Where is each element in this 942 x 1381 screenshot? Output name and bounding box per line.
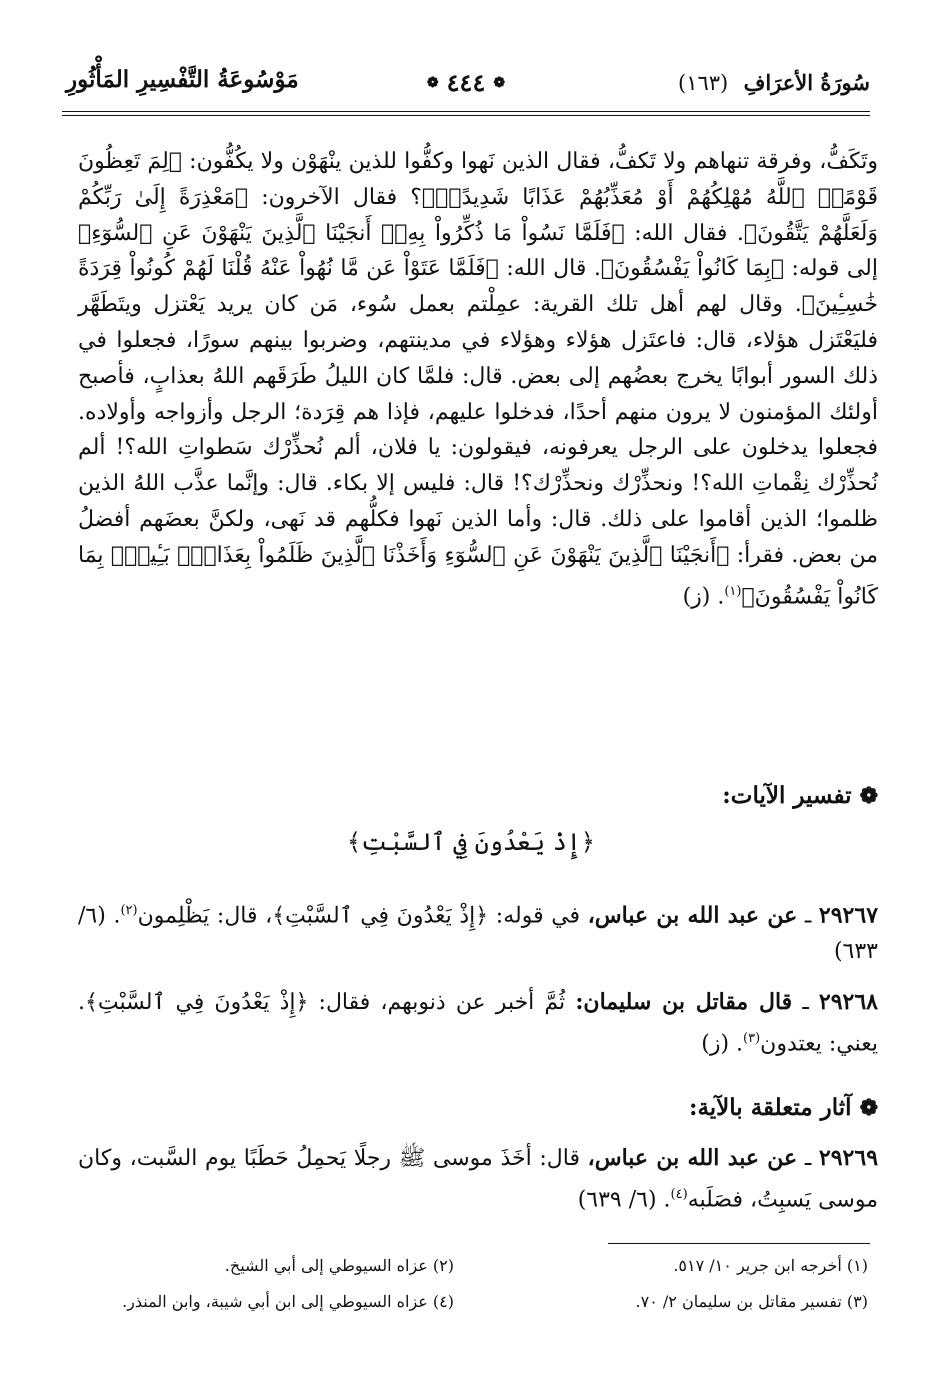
narration-entry xyxy=(78,984,878,1062)
footnote-3: (٣) تفسير مقاتل بن سليمان ٢/ ٧٠. xyxy=(635,1292,868,1311)
entry-number: ٢٩٢٦٧ xyxy=(818,902,879,929)
entry-text: في قوله: ﴿إِذْ يَعْدُونَ فِي ٱلسَّبْتِ﴾، قال: يَظْلِمون xyxy=(137,903,581,929)
entry-number: ٢٩٢٦٩ xyxy=(818,1145,879,1171)
narration-paragraph xyxy=(78,144,878,615)
page-header xyxy=(62,62,870,102)
surah-name: سُورَةُ الأعرَافِ xyxy=(743,70,870,95)
narration-text: وتَكَفُّ، وفرقة تنهاهم ولا تَكفُّ، فقال الذين نَهوا وكفُّوا للذين ينْهَوْن ولا يكُفُّون: ﴿لِمَ تَعِظُونَ قَوْمًاۙ ٱللَّهُ مُهْلِكُهُمْ أَوْ مُعَذِّبُهُمْ عَذَابًا شَدِيدًاۖ﴾؟ فقال الآخرون: ﴿مَعْذِرَةً إِلَىٰ رَبِّكُمْ وَلَعَلَّهُمْ يَتَّقُونَ﴾. فقال الله: ﴿فَلَمَّا نَسُواْ مَا ذُكِّرُواْ بِهِۦٓ أَنجَيْنَا ٱلَّذِينَ يَنْهَوْنَ عَنِ ٱلسُّوٓءِ﴾ إلى قوله: ﴿بِمَا كَانُواْ يَفْسُقُونَ﴾. قال الله: ﴿فَلَمَّا عَتَوْاْ عَن مَّا نُهُواْ عَنْهُ قُلْنَا لَهُمْ كُونُواْ قِرَدَةً خَٰسِـِٔينَ﴾. وقال لهم أهل تلك القرية: عمِلْتم بعمل سُوء، مَن كان يريد يَعْتزل ويتَطَهَّر فليَعْتَزل هؤلاء، قال: فاعتَزل هؤلاء وهؤلاء في مدينتهم، وضربوا بينهم سورًا، فجعلوا في ذلك السور أبوابًا يخرج بعضُهم إلى بعض. قال: فلمَّا كان الليلُ طَرَقَهم اللهُ بعذابٍ، فأصبح أولئك المؤمنون لا يرون منهم أحدًا، فدخلوا عليهم، فإذا هم قِرَدة؛ الرجل وأزواجه وأولاده. فجعلوا يدخلون على الرجل يعرفونه، فيقولون: يا فلان، ألم نُحذِّرْك سَطواتِ الله؟! ألم نُحذِّرْك نِقْماتِ الله؟! ونحذِّرْك ونحذِّرْك؟! قال: فليس إلا بكاء. قال: وإنَّما عذَّب اللهُ الذين ظلموا؛ الذين أقاموا على ذلك. قال: وأما الذين نَهوا فكلُّهم قد نَهى، ولكنَّ بعضَهم أفضلُ من بعض. فقرأ: ﴿أَنجَيْنَا ٱلَّذِينَ يَنْهَوْنَ عَنِ ٱلسُّوٓءِ وَأَخَذْنَا ٱلَّذِينَ ظَلَمُواْ بِعَذَابٍۭ بَـِٔيسٍۭ بِمَا كَانُواْ يَفْسُقُونَ﴾ xyxy=(78,149,878,609)
footnote-marker: (٤) xyxy=(670,1187,688,1202)
entry-number: ٢٩٢٦٨ xyxy=(818,989,878,1015)
entry-narrator: عن عبد الله بن عباس، xyxy=(587,902,798,929)
section-heading-athar xyxy=(689,1094,878,1121)
page-number-block xyxy=(427,68,505,97)
narration-entry xyxy=(78,893,878,970)
verse-heading: ﴿إِذْ يَعْدُونَ فِي ٱلسَّبْتِ﴾ xyxy=(347,828,595,856)
footnote-2: (٢) عزاه السيوطي إلى أبي الشيخ. xyxy=(224,1256,454,1275)
verse-range: (١٦٣) xyxy=(678,71,729,95)
header-rule xyxy=(62,115,870,116)
heading-text: تفسير الآيات: xyxy=(722,782,852,809)
flower-icon: ❁ xyxy=(859,1094,878,1121)
section-heading-tafsir xyxy=(722,782,878,809)
entry-ref: . (ز) xyxy=(701,1031,744,1057)
entry-narrator: عن عبد الله بن عباس، xyxy=(587,1145,798,1171)
footnote-1: (١) أخرجه ابن جرير ١٠/ ٥١٧. xyxy=(673,1256,868,1275)
footnote-separator xyxy=(608,1243,870,1244)
book-title: مَوْسُوعَةُ التَّفْسِيرِ المَأْثُورِ xyxy=(66,66,299,93)
heading-text: آثار متعلقة بالآية: xyxy=(688,1094,852,1121)
flower-icon: ❁ xyxy=(859,782,878,809)
entry-narrator: قال مقاتل بن سليمان: xyxy=(575,989,793,1015)
entry-ref: . (٦/ ٦٣٣) xyxy=(78,903,878,965)
header-rule xyxy=(62,111,870,112)
entry-text: قال: أخَذَ موسى ﷺ رجلًا يَحمِلُ حَطَبًا يوم السَّبت، وكان موسى يَسبِتُ، فصَلَبه xyxy=(78,1146,878,1213)
footnote-4: (٤) عزاه السيوطي إلى ابن أبي شيبة، وابن المنذر. xyxy=(122,1292,454,1311)
entry-dash: ـ xyxy=(804,1146,812,1171)
narration-source: . (ز) xyxy=(682,583,725,609)
entry-text: ثُمَّ أخبر عن ذنوبهم، فقال: ﴿إِذْ يَعْدُونَ فِي ٱلسَّبْتِ﴾. يعني: يعتدون xyxy=(78,990,878,1057)
footnote-marker: (٣) xyxy=(743,1031,761,1046)
ornament-icon: ❁ xyxy=(493,74,506,91)
entry-ref: . (٦/ ٦٣٩) xyxy=(577,1187,671,1213)
narration-entry xyxy=(78,1140,878,1218)
page-number: ٤٤٤ xyxy=(446,68,486,97)
footnote-marker: (٢) xyxy=(120,903,138,918)
surah-title xyxy=(678,70,870,95)
ornament-icon: ❁ xyxy=(426,74,439,91)
footnote-marker: (١) xyxy=(724,583,742,599)
entry-dash: ـ xyxy=(804,903,812,929)
entry-dash: ـ xyxy=(802,990,809,1015)
